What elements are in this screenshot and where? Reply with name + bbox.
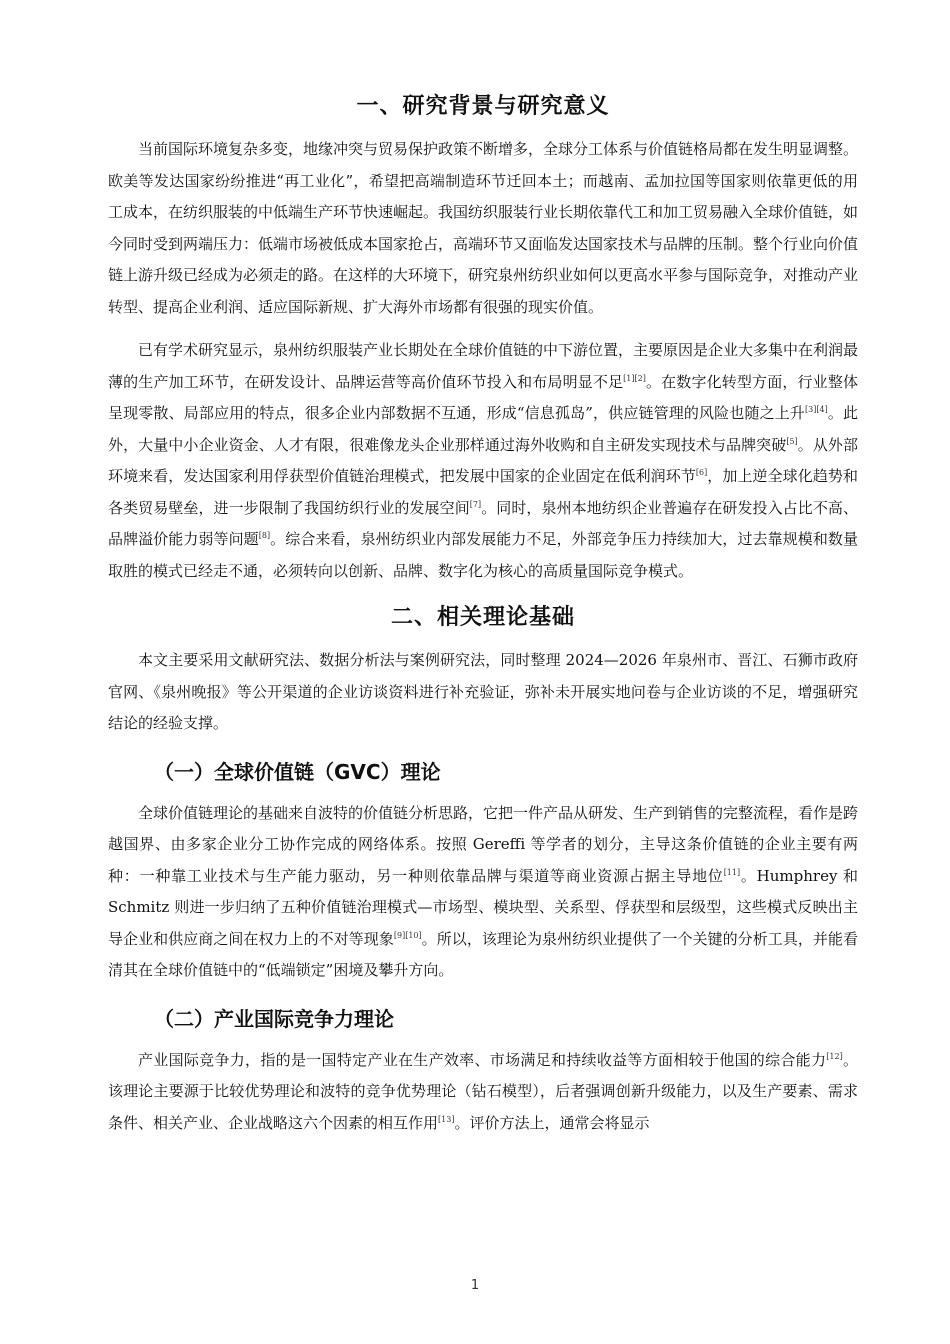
citation-ref: [7] xyxy=(469,499,482,509)
paragraph-text: 。在数字化转型方面，行业整体呈现零散、局部应用的特点，很多企业内部数据不互通，形成“信息孤岛”，供应链管理的风险也随之上升 xyxy=(108,372,858,422)
citation-ref: [1][2] xyxy=(623,373,646,383)
paragraph-gvc-theory xyxy=(108,798,858,987)
page-number: 1 xyxy=(470,1278,480,1293)
citation-ref: [9][10] xyxy=(393,930,422,940)
paragraph-competitiveness-theory xyxy=(108,1045,858,1140)
paragraph-text: 。同时，泉州本地纺织企业普遍存在研发投入占比不高、品牌溢价能力弱等问题 xyxy=(108,498,858,548)
citation-ref: [3][4] xyxy=(805,405,828,414)
citation-ref: [13] xyxy=(438,1114,455,1124)
citation-ref: [8] xyxy=(258,531,271,540)
paragraph-methods: 本文主要采用文献研究法、数据分析法与案例研究法，同时整理 2024—2026 年泉州市、晋江、石狮市政府官网、《泉州晚报》等公开渠道的企业访谈资料进行补充验证，弥补未开展实地问卷与企业访谈的不足，增强研究结论的经验支撑。 xyxy=(108,651,858,732)
section-heading-theory: 二、相关理论基础 xyxy=(390,605,575,630)
section-heading-research-background: 一、研究背景与研究意义 xyxy=(356,94,610,119)
paragraph-text: 。该理论主要源于比较优势理论和波特的竞争优势理论（钻石模型），后者强调创新升级能力，以及生产要素、需求条件、相关产业、企业战略这六个因素的相互作用 xyxy=(108,1050,858,1132)
paragraph-text: 。综合来看，泉州纺织业内部发展能力不足，外部竞争压力持续加大，过去靠规模和数量取胜的模式已经走不通，必须转向以创新、品牌、数字化为核心的高质量国际竞争模式。 xyxy=(108,530,858,580)
citation-ref: [6] xyxy=(695,468,708,477)
paragraph-text: ，加上逆全球化趋势和各类贸易壁垒，进一步限制了我国纺织行业的发展空间 xyxy=(108,467,858,517)
paragraph-background: 当前国际环境复杂多变，地缘冲突与贸易保护政策不断增多，全球分工体系与价值链格局都在发生明显调整。欧美等发达国家纷纷推进“再工业化”，希望把高端制造环节迁回本土；而越南、孟加拉国等国家则依靠更低的用工成本，在纺织服装的中低端生产环节快速崛起。我国纺织服装行业长期依靠代工和加工贸易融入全球价值链，如今同时受到两端压力：低端市场被低成本国家抢占，高端环节又面临发达国家技术与品牌的压制。整个行业向价值链上游升级已经成为必须走的路。在这样的大环境下，研究泉州纺织业如何以更高水平参与国际竞争，对推动产业转型、提高企业利润、适应国际新规、扩大海外市场都有很强的现实价值。 xyxy=(108,140,859,316)
paragraph-literature xyxy=(108,335,858,587)
paragraph-text: 。评价方法上，通常会将显示 xyxy=(454,1113,650,1132)
paragraph-text: 全球价值链理论的基础来自波特的价值链分析思路，它把一件产品从研发、生产到销售的完整流程，看作是跨越国界、由多家企业分工协作完成的网络体系。按照 Gereffi 等学者的划分，主导这条价值链的企业主要有两种：一种靠工业技术与生产能力驱动，另一种则依靠品牌与渠道等商业资源占据主导地位 xyxy=(108,803,859,885)
paragraph-text: 。Humphrey 和 Schmitz 则进一步归纳了五种价值链治理模式—市场型、模块型、关系型、俘获型和层级型，这些模式反映出主导企业和供应商之间在权力上的不对等现象 xyxy=(108,866,858,948)
paragraph-text: 已有学术研究显示，泉州纺织服装产业长期处在全球价值链的中下游位置，主要原因是企业大多集中在利润最薄的生产加工环节，在研发设计、品牌运营等高价值环节投入和布局明显不足 xyxy=(108,341,859,391)
subsection-heading-competitiveness: （二）产业国际竞争力理论 xyxy=(154,1006,394,1031)
subsection-heading-gvc: （一）全球价值链（GVC）理论 xyxy=(154,759,441,784)
citation-ref: [11] xyxy=(723,867,741,877)
citation-ref: [12] xyxy=(826,1051,843,1061)
paragraph-text: 。所以，该理论为泉州纺织业提供了一个关键的分析工具，并能看清其在全球价值链中的“低端锁定”困境及攀升方向。 xyxy=(108,929,858,979)
paragraph-text: 。此外，大量中小企业资金、人才有限，很难像龙头企业那样通过海外收购和自主研发实现技术与品牌突破 xyxy=(108,404,858,454)
paragraph-text: 产业国际竞争力，指的是一国特定产业在生产效率、市场满足和持续收益等方面相较于他国的综合能力 xyxy=(138,1050,827,1069)
citation-ref: [5] xyxy=(786,436,798,446)
paragraph-text: 。从外部环境来看，发达国家利用俘获型价值链治理模式，把发展中国家的企业固定在低利润环节 xyxy=(108,435,858,485)
